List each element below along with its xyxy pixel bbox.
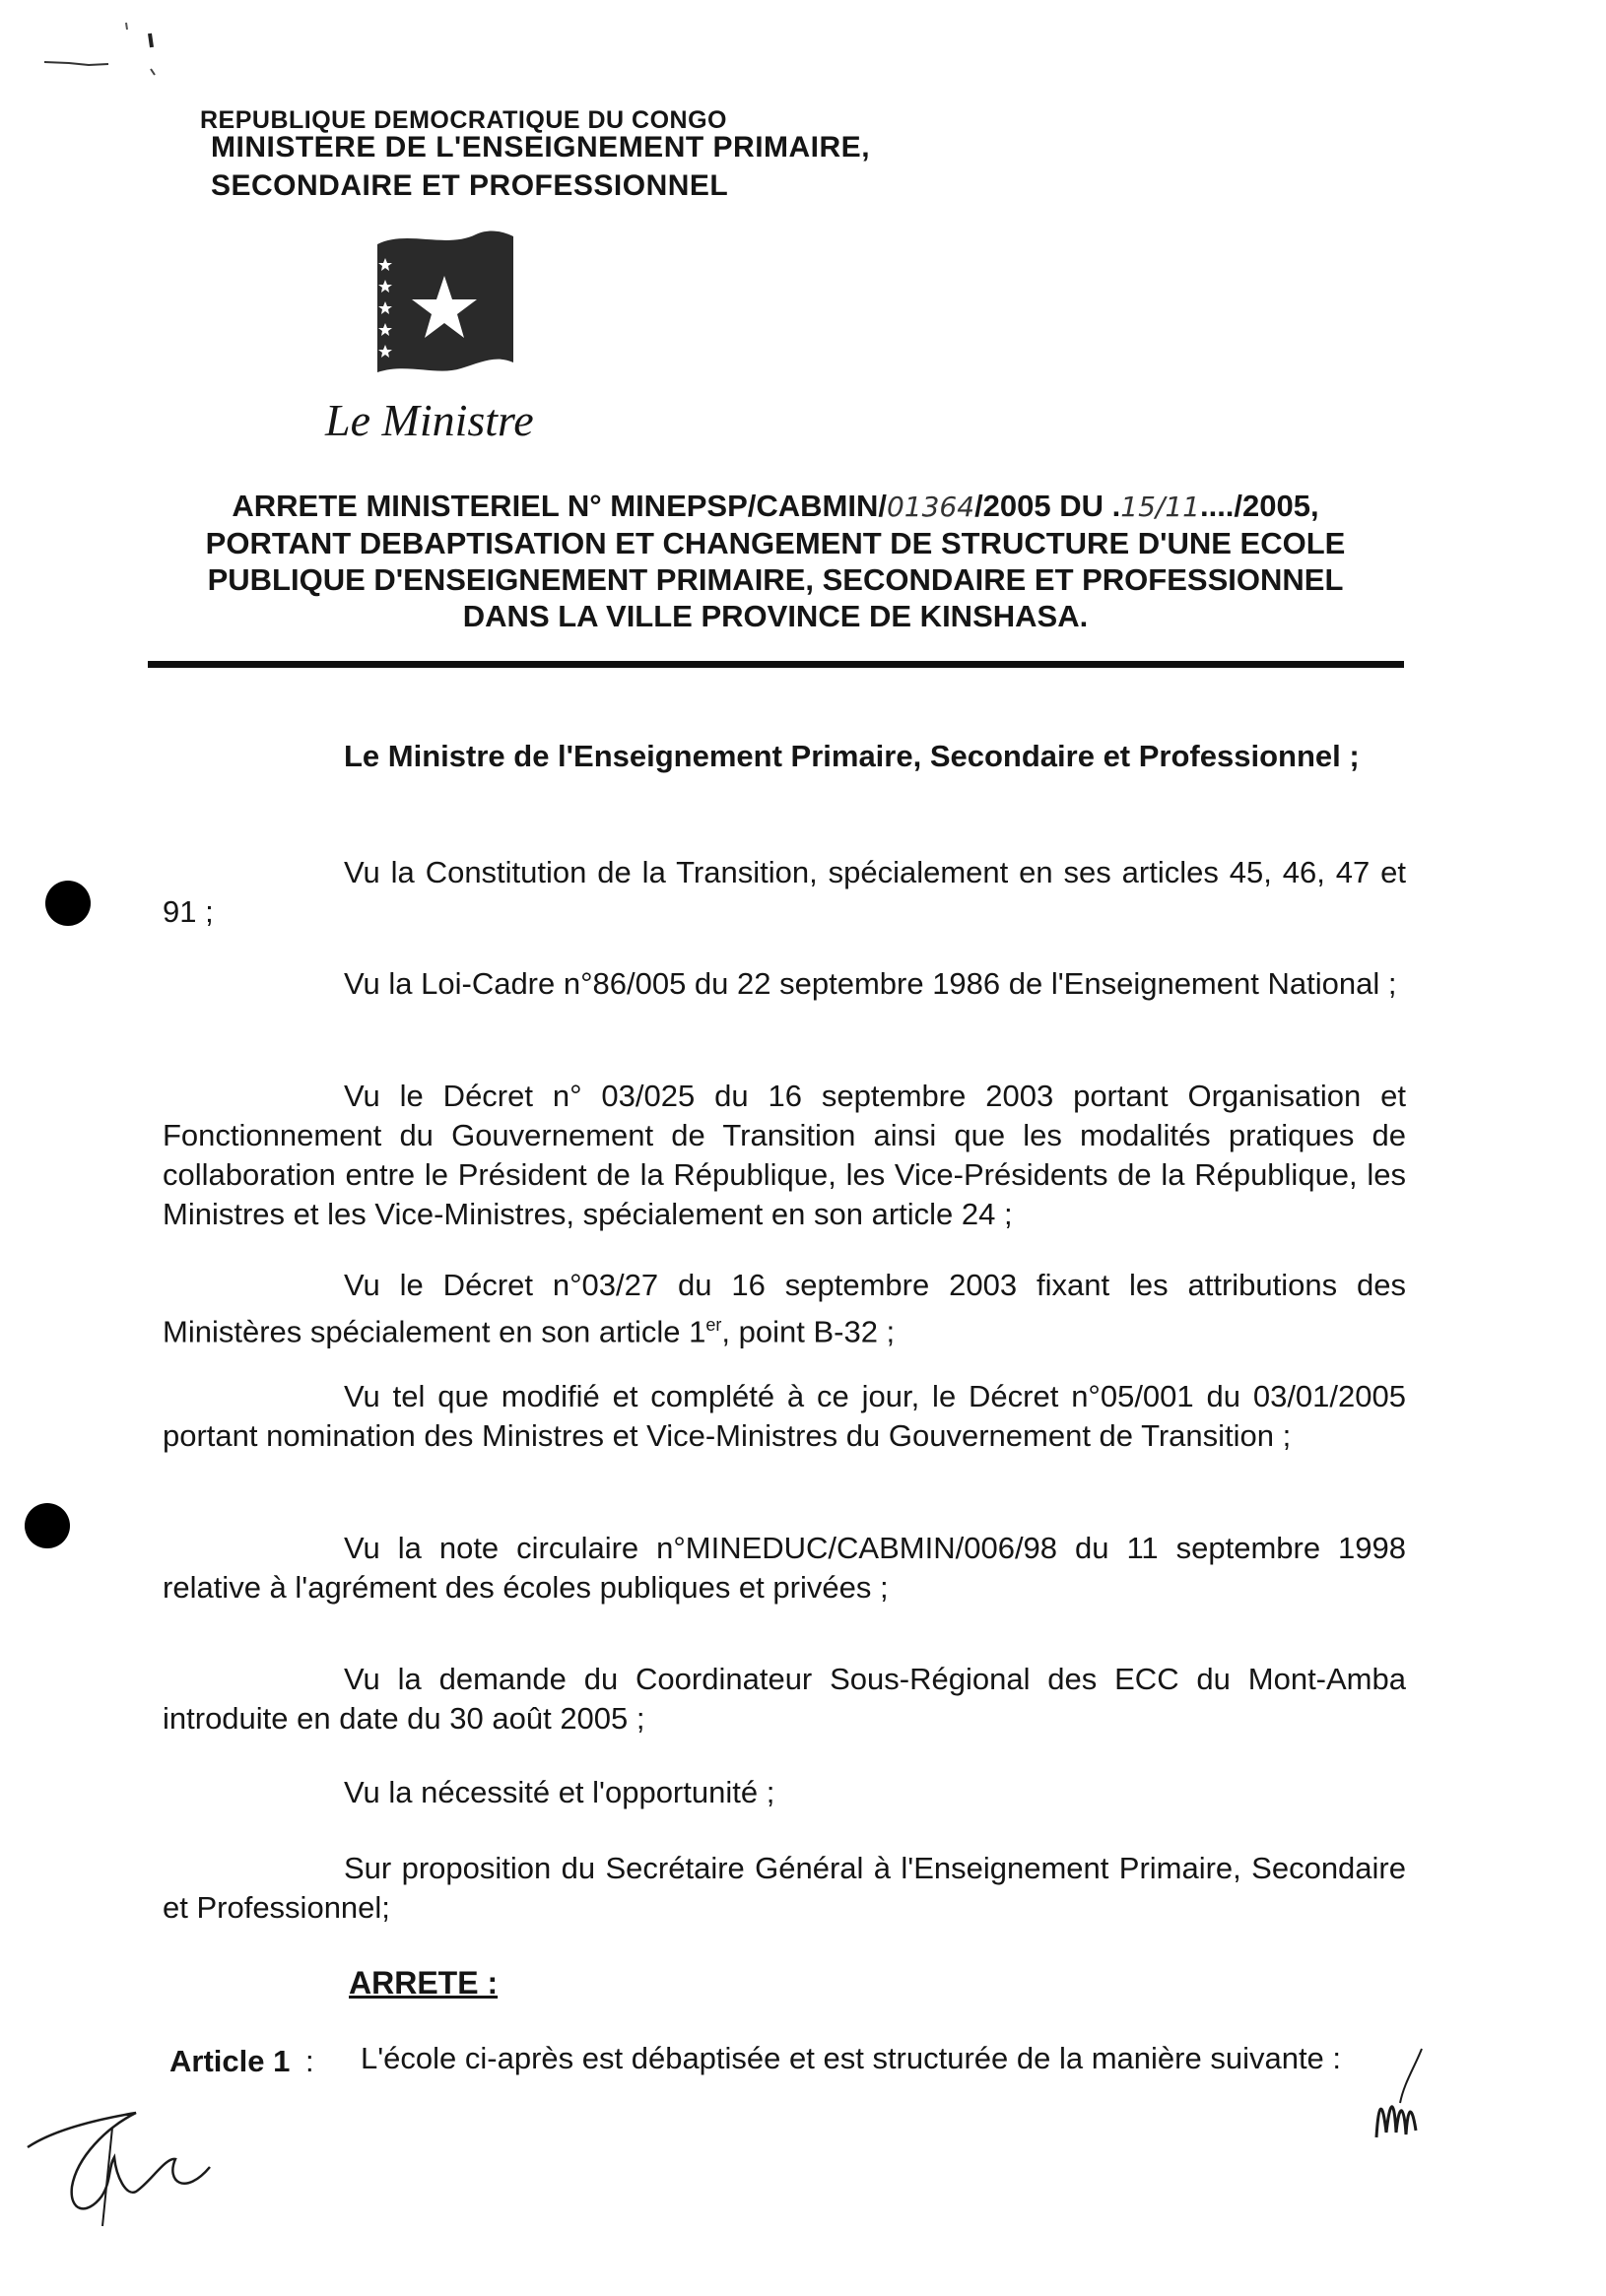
decree-title-line3: PUBLIQUE D'ENSEIGNEMENT PRIMAIRE, SECONDAIRE ET PROFESSIONNEL bbox=[207, 562, 1344, 597]
decree-title-mid: /2005 DU . bbox=[974, 489, 1121, 523]
decree-date-handwritten: 15/11 bbox=[1120, 491, 1200, 523]
paragraph-necessite: Vu la nécessité et l'opportunité ; bbox=[344, 1775, 775, 1809]
decree-title-suffix: ..../2005, bbox=[1199, 489, 1319, 523]
title-divider bbox=[148, 661, 1404, 668]
paragraph-note-circulaire: Vu la note circulaire n°MINEDUC/CABMIN/006/98 du 11 septembre 1998 relative à l'agrément des écoles publiques et privées ; bbox=[163, 1531, 1406, 1605]
signature-initials bbox=[1365, 2044, 1443, 2152]
decree-number-handwritten: 01364 bbox=[886, 491, 975, 523]
scan-mark-icon bbox=[39, 18, 177, 77]
minister-title: Le Ministre bbox=[325, 395, 534, 445]
flag-emblem-icon bbox=[368, 225, 517, 382]
ministry-name-line1: MINISTERE DE L'ENSEIGNEMENT PRIMAIRE, bbox=[211, 131, 871, 164]
decree-title-line4: DANS LA VILLE PROVINCE DE KINSHASA. bbox=[462, 599, 1089, 633]
article1-text: L'école ci-après est débaptisée et est structurée de la manière suivante : bbox=[361, 2041, 1342, 2075]
paragraph-demande: Vu la demande du Coordinateur Sous-Régional des ECC du Mont-Amba introduite en date du 30 août 2005 ; bbox=[163, 1662, 1406, 1736]
paragraph-decret-05-001: Vu tel que modifié et complété à ce jour, le Décret n°05/001 du 03/01/2005 portant nomination des Ministres et Vice-Ministres du Gouvernement de Transition ; bbox=[163, 1379, 1406, 1453]
paragraph-proposition: Sur proposition du Secrétaire Général à l'Enseignement Primaire, Secondaire et Professionnel; bbox=[163, 1851, 1406, 1925]
paragraph-decret-03-27: Vu le Décret n°03/27 du 16 septembre 2003 fixant les attributions des Ministères spécialement en son article 1er, point B-32 ; bbox=[163, 1268, 1406, 1349]
decree-number-prefix: ARRETE MINISTERIEL N° MINEPSP/CABMIN/ bbox=[232, 489, 887, 523]
punch-hole bbox=[25, 1503, 70, 1548]
ministry-name-line2: SECONDAIRE ET PROFESSIONNEL bbox=[211, 169, 729, 202]
decree-title-line2: PORTANT DEBAPTISATION ET CHANGEMENT DE STRUCTURE D'UNE ECOLE bbox=[205, 526, 1346, 560]
arrete-heading: ARRETE : bbox=[349, 1965, 499, 2001]
paragraph-loi-cadre: Vu la Loi-Cadre n°86/005 du 22 septembre 1986 de l'Enseignement National ; bbox=[344, 966, 1397, 1001]
decree-title bbox=[150, 488, 1401, 634]
paragraph-decret-03-025: Vu le Décret n° 03/025 du 16 septembre 2003 portant Organisation et Fonctionnement du Gouvernement de Transition ainsi que les modalités pratiques de collaboration entre le Président de la République, les Vice-Présidents de la République, les Ministres et les Vice-Ministres, spécialement en son article 24 ; bbox=[163, 1079, 1406, 1231]
decree-title-line1 bbox=[150, 488, 1401, 525]
punch-hole bbox=[45, 881, 91, 926]
article1-colon: : bbox=[305, 2044, 314, 2078]
country-name: REPUBLIQUE DEMOCRATIQUE DU CONGO bbox=[200, 106, 727, 134]
paragraph-constitution: Vu la Constitution de la Transition, spécialement en ses articles 45, 46, 47 et 91 ; bbox=[163, 855, 1406, 929]
minister-preamble: Le Ministre de l'Enseignement Primaire, Secondaire et Professionnel ; bbox=[344, 739, 1360, 773]
signature-initials bbox=[18, 2088, 215, 2236]
article1-label: Article 1 bbox=[169, 2044, 291, 2078]
